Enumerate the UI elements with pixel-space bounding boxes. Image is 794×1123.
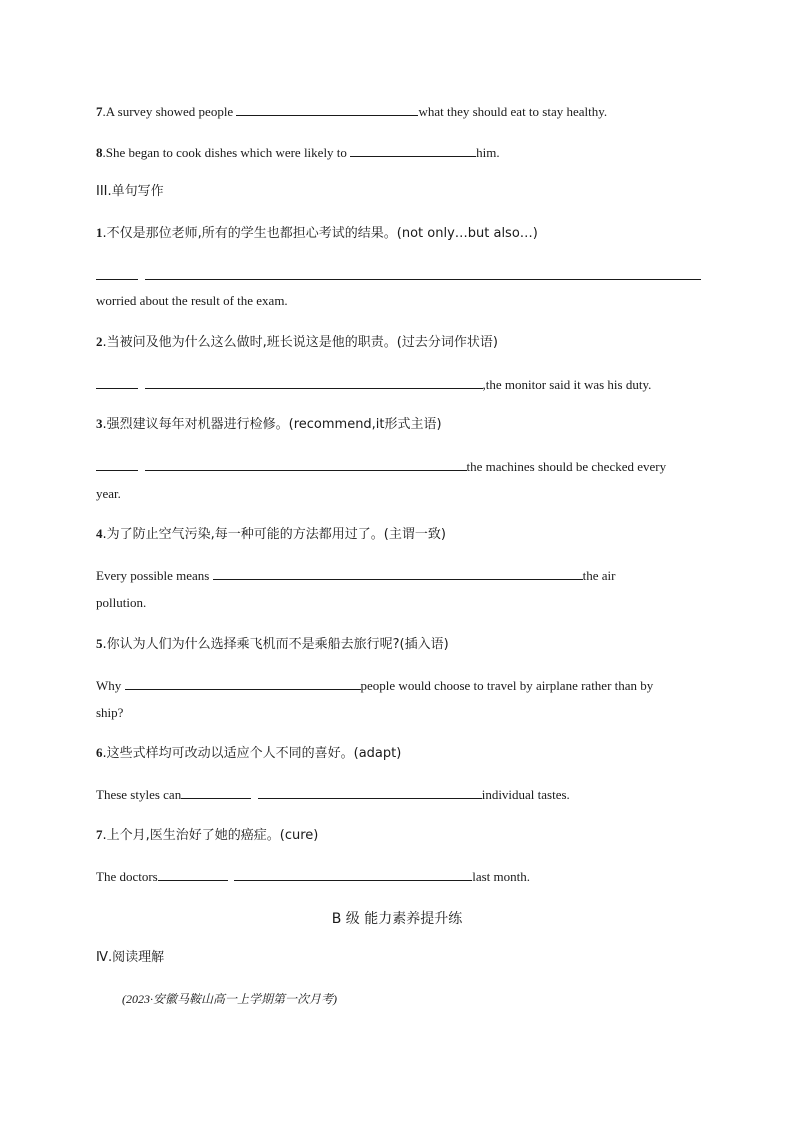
writing-item-5-prompt bbox=[96, 636, 449, 653]
writing-item-7-prompt bbox=[96, 827, 318, 844]
passage-source: (2023·安徽马鞍山高一上学期第一次月考) bbox=[122, 992, 337, 1006]
writing-item-2-prompt bbox=[96, 334, 498, 351]
answer-tail: the air bbox=[582, 568, 616, 583]
answer-blank[interactable] bbox=[350, 144, 476, 157]
question-text: .A survey showed people bbox=[102, 104, 237, 119]
question-8 bbox=[96, 144, 500, 161]
question-text: .She began to cook dishes which were likely to bbox=[102, 145, 351, 160]
answer-head: Every possible means bbox=[96, 568, 213, 583]
answer-tail: individual tastes. bbox=[481, 787, 570, 802]
item-number: 4 bbox=[96, 526, 103, 541]
item-number: 7 bbox=[96, 827, 103, 842]
writing-item-5-answer bbox=[96, 677, 653, 694]
answer-blank[interactable] bbox=[181, 786, 251, 799]
answer-blank[interactable] bbox=[213, 567, 583, 580]
answer-head: These styles can bbox=[96, 787, 182, 802]
answer-blank[interactable] bbox=[258, 786, 482, 799]
writing-item-4-answer bbox=[96, 567, 615, 584]
writing-item-3-prompt bbox=[96, 416, 442, 433]
writing-item-3-answer bbox=[96, 458, 666, 475]
writing-item-7-answer bbox=[96, 868, 530, 885]
answer-blank[interactable] bbox=[158, 868, 228, 881]
question-text-after: him. bbox=[476, 145, 500, 160]
writing-item-1-continuation: worried about the result of the exam. bbox=[96, 293, 288, 308]
answer-tail: the machines should be checked every bbox=[466, 459, 667, 474]
item-prompt: .这些式样均可改动以适应个人不同的喜好。(adapt) bbox=[102, 746, 402, 761]
item-number: 3 bbox=[96, 416, 103, 431]
writing-item-6-answer bbox=[96, 786, 570, 803]
item-number: 2 bbox=[96, 334, 103, 349]
writing-item-6-prompt bbox=[96, 745, 401, 762]
answer-blank[interactable] bbox=[96, 376, 138, 389]
question-7 bbox=[96, 103, 607, 120]
answer-tail: ,the monitor said it was his duty. bbox=[482, 377, 652, 392]
answer-blank[interactable] bbox=[125, 677, 361, 690]
item-prompt: .当被问及他为什么这么做时,班长说这是他的职责。(过去分词作状语) bbox=[102, 335, 498, 350]
item-prompt: .为了防止空气污染,每一种可能的方法都用过了。(主谓一致) bbox=[102, 527, 446, 542]
answer-tail: people would choose to travel by airplane rather than by bbox=[360, 678, 654, 693]
answer-blank[interactable] bbox=[145, 267, 701, 280]
answer-head: The doctors bbox=[96, 869, 158, 884]
answer-blank[interactable] bbox=[96, 458, 138, 471]
answer-blank[interactable] bbox=[236, 103, 418, 116]
writing-item-3-continuation: year. bbox=[96, 486, 121, 501]
answer-blank[interactable] bbox=[234, 868, 472, 881]
section-title: Ⅳ.阅读理解 bbox=[96, 950, 165, 965]
answer-blank[interactable] bbox=[145, 376, 483, 389]
question-text-after: what they should eat to stay healthy. bbox=[418, 104, 608, 119]
item-prompt: .你认为人们为什么选择乘飞机而不是乘船去旅行呢?(插入语) bbox=[102, 637, 449, 652]
question-number: 7 bbox=[96, 104, 103, 119]
section-title: III.单句写作 bbox=[96, 184, 164, 199]
item-prompt: .不仅是那位老师,所有的学生也都担心考试的结果。(not only…but also…) bbox=[102, 226, 538, 241]
item-number: 1 bbox=[96, 225, 103, 240]
answer-head: Why bbox=[96, 678, 125, 693]
answer-blank[interactable] bbox=[96, 267, 138, 280]
answer-blank[interactable] bbox=[145, 458, 467, 471]
question-number: 8 bbox=[96, 145, 103, 160]
writing-item-1-answer bbox=[96, 267, 701, 284]
writing-item-1-prompt bbox=[96, 225, 538, 242]
item-number: 6 bbox=[96, 745, 103, 760]
answer-tail: last month. bbox=[472, 869, 531, 884]
writing-item-4-prompt bbox=[96, 526, 446, 543]
level-b-title: B 级 能力素养提升练 bbox=[331, 911, 463, 927]
writing-item-4-continuation: pollution. bbox=[96, 595, 147, 610]
item-number: 5 bbox=[96, 636, 103, 651]
writing-item-5-continuation: ship? bbox=[96, 705, 124, 720]
item-prompt: .上个月,医生治好了她的癌症。(cure) bbox=[102, 828, 319, 843]
item-prompt: .强烈建议每年对机器进行检修。(recommend,it形式主语) bbox=[102, 417, 442, 432]
writing-item-2-answer bbox=[96, 376, 651, 393]
